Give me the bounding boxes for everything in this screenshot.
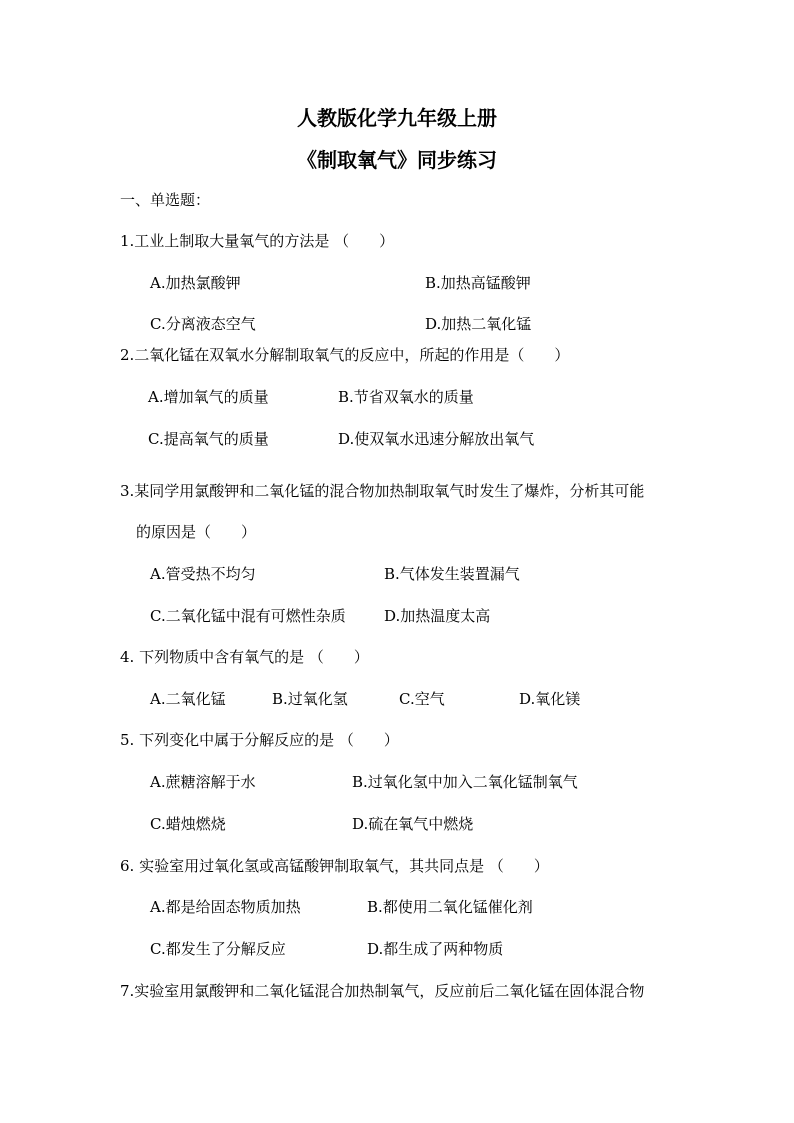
- question-5-option-c: C.蜡烛燃烧: [150, 815, 226, 833]
- document-title: 人教版化学九年级上册: [297, 106, 497, 130]
- document-subtitle: 《制取氧气》同步练习: [297, 148, 497, 172]
- question-1-option-d: D.加热二氧化锰: [425, 315, 532, 333]
- question-6-option-c: C.都发生了分解反应: [150, 940, 286, 958]
- question-6-stem: 6. 实验室用过氧化氢或高锰酸钾制取氧气，其共同点是 （ ）: [120, 857, 549, 875]
- question-2-option-b: B.节省双氧水的质量: [338, 388, 474, 406]
- question-5-option-a: A.蔗糖溶解于水: [150, 773, 256, 791]
- question-1-stem: 1.工业上制取大量氧气的方法是 （ ）: [120, 232, 395, 250]
- question-5-stem: 5. 下列变化中属于分解反应的是 （ ）: [120, 731, 399, 749]
- question-3-option-c: C.二氧化锰中混有可燃性杂质: [150, 607, 346, 625]
- question-7-stem: 7.实验室用氯酸钾和二氧化锰混合加热制氧气，反应前后二氧化锰在固体混合物: [120, 982, 645, 1000]
- question-2-option-d: D.使双氧水迅速分解放出氧气: [338, 430, 535, 448]
- question-6-option-d: D.都生成了两种物质: [367, 940, 504, 958]
- question-2-stem: 2.二氧化锰在双氧水分解制取氧气的反应中，所起的作用是（ ）: [120, 346, 570, 364]
- question-3-stem-continued: 的原因是（ ）: [136, 523, 257, 541]
- question-3-stem: 3.某同学用氯酸钾和二氧化锰的混合物加热制取氧气时发生了爆炸，分析其可能: [120, 482, 645, 500]
- question-1-option-b: B.加热高锰酸钾: [425, 274, 531, 292]
- question-2-option-a: A.增加氧气的质量: [148, 388, 269, 406]
- question-3-option-a: A.管受热不均匀: [150, 565, 256, 583]
- question-2-option-c: C.提高氧气的质量: [148, 430, 269, 448]
- section-heading: 一、单选题：: [120, 191, 211, 209]
- question-4-option-b: B.过氧化氢: [272, 690, 348, 708]
- question-3-option-d: D.加热温度太高: [384, 607, 491, 625]
- question-4-option-d: D.氧化镁: [519, 690, 581, 708]
- question-4-stem: 4. 下列物质中含有氧气的是 （ ）: [120, 648, 369, 666]
- question-5-option-d: D.硫在氧气中燃烧: [352, 815, 474, 833]
- question-1-option-a: A.加热氯酸钾: [150, 274, 241, 292]
- question-4-option-c: C.空气: [399, 690, 445, 708]
- question-3-option-b: B.气体发生装置漏气: [384, 565, 520, 583]
- question-4-option-a: A.二氧化锰: [150, 690, 226, 708]
- question-6-option-b: B.都使用二氧化锰催化剂: [367, 898, 533, 916]
- question-6-option-a: A.都是给固态物质加热: [150, 898, 301, 916]
- question-1-option-c: C.分离液态空气: [150, 315, 256, 333]
- question-5-option-b: B.过氧化氢中加入二氧化锰制氧气: [352, 773, 578, 791]
